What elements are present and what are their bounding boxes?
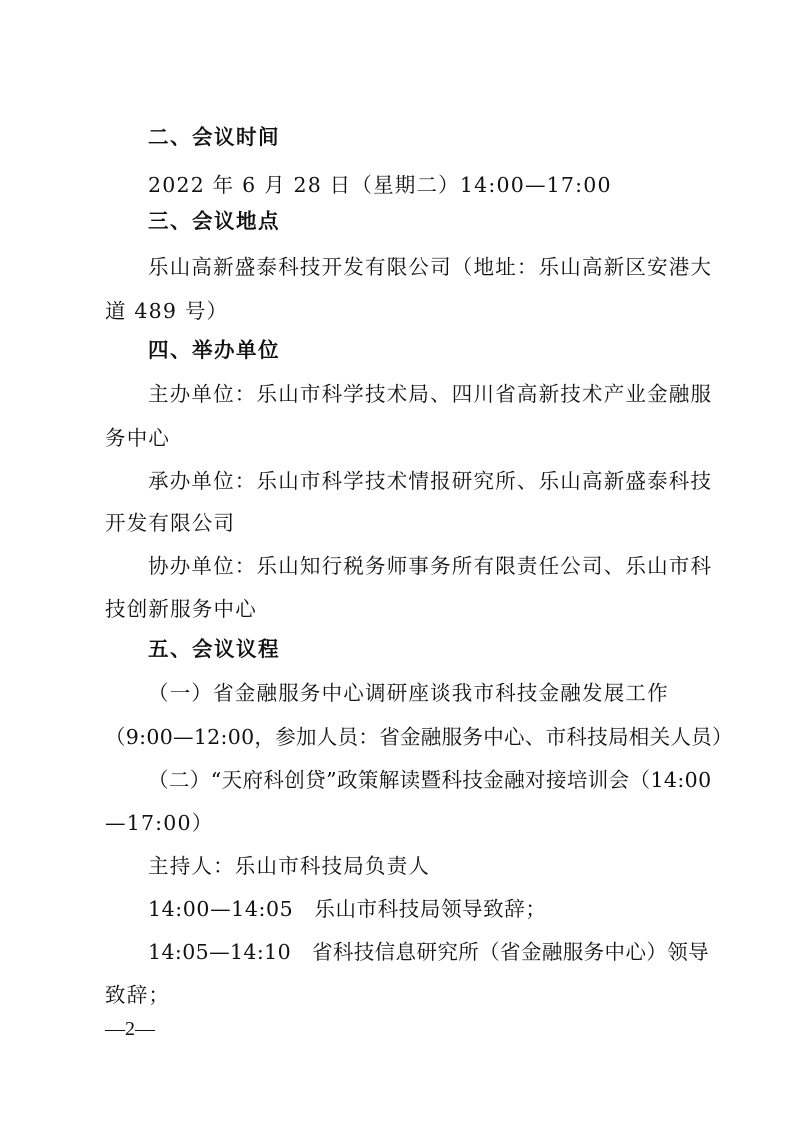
agenda-item-2-line-2: —17:00） (105, 811, 214, 835)
section-heading-meeting-time: 二、会议时间 (148, 125, 280, 149)
agenda-schedule-1: 14:00—14:05 乐山市科技局领导致辞； (148, 897, 547, 921)
section-heading-agenda: 五、会议议程 (148, 637, 280, 661)
agenda-item-2-line-1: （二）“天府科创贷”政策解读暨科技金融对接培训会（14:00 (148, 768, 712, 792)
venue-text-line-1: 乐山高新盛泰科技开发有限公司（地址：乐山高新区安港大 (148, 255, 713, 279)
section-heading-meeting-venue: 三、会议地点 (148, 209, 280, 233)
agenda-item-1-line-1: （一）省金融服务中心调研座谈我市科技金融发展工作 (148, 681, 669, 705)
agenda-schedule-2-line-1: 14:05—14:10 省科技信息研究所（省金融服务中心）领导 (148, 940, 710, 964)
host-unit-line-2: 务中心 (105, 426, 171, 450)
host-unit-line-1: 主办单位：乐山市科学技术局、四川省高新技术产业金融服 (148, 382, 713, 406)
organizer-unit-line-2: 开发有限公司 (105, 511, 236, 535)
meeting-time-text: 2022 年 6 月 28 日（星期二）14:00—17:00 (148, 173, 612, 197)
organizer-unit-line-1: 承办单位：乐山市科学技术情报研究所、乐山高新盛泰科技 (148, 469, 713, 493)
co-organizer-line-2: 技创新服务中心 (105, 597, 257, 621)
co-organizer-line-1: 协办单位：乐山知行税务师事务所有限责任公司、乐山市科 (148, 554, 713, 578)
page-number: —2— (105, 1018, 155, 1040)
agenda-host: 主持人：乐山市科技局负责人 (148, 854, 431, 878)
venue-text-line-2: 道 489 号） (105, 299, 229, 323)
agenda-item-1-line-2: （9:00—12:00，参加人员：省金融服务中心、市科技局相关人员） (105, 725, 733, 749)
section-heading-organizers: 四、举办单位 (148, 338, 280, 362)
agenda-schedule-2-line-2: 致辞； (105, 983, 171, 1007)
